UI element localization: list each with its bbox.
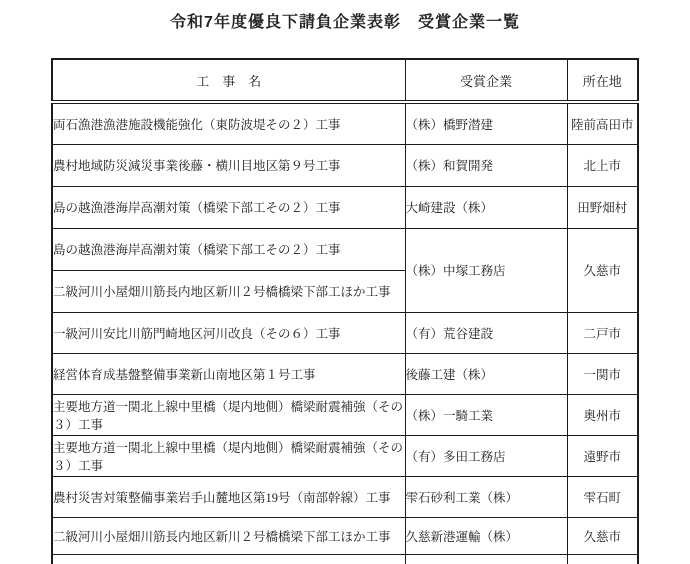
table-row [52,517,638,554]
location-cell: 遠野市 [567,435,638,476]
empty-cell [405,554,567,564]
company-cell: （有）荒谷建設 [405,312,567,353]
location-cell-merged: 久慈市 [567,228,638,312]
project-name-cell: 両石漁港漁港施設機能強化（東防波堤その２）工事 [52,102,405,144]
location-cell: 一関市 [567,353,638,394]
location-cell: 二戸市 [567,312,638,353]
project-name-cell: 一級河川安比川筋門崎地区河川改良（その６）工事 [52,312,405,353]
column-header-company: 受賞企業 [405,59,567,102]
project-name-cell: 島の越漁港海岸高潮対策（橋梁下部工その２）工事 [52,186,405,228]
project-name-cell: 農村災害対策整備事業岩手山麓地区第19号（南部幹線）工事 [52,476,405,517]
table-row [52,476,638,517]
page-title: 令和7年度優良下請負企業表彰 受賞企業一覧 [170,14,520,31]
column-header-project-name: 工 事 名 [52,59,405,102]
location-cell: 北上市 [567,144,638,186]
company-cell: 久慈新港運輸（株） [405,517,567,554]
project-name-cell: 経営体育成基盤整備事業新山南地区第１号工事 [52,353,405,394]
company-cell: 雫石砂利工業（株） [405,476,567,517]
table-row [52,394,638,435]
project-name-cell: 農村地域防災減災事業後藤・横川目地区第９号工事 [52,144,405,186]
company-cell: （株）橋野潜建 [405,102,567,144]
project-name-cell: 主要地方道一関北上線中里橋（堤内地側）橋梁耐震補強（その３）工事 [52,394,405,435]
project-name-cell: 二級河川小屋畑川筋長内地区新川２号橋橋梁下部工ほか工事 [52,270,405,312]
table-row [52,228,638,270]
awards-table [51,58,639,564]
project-name-cell: 島の越漁港海岸高潮対策（橋梁下部工その２）工事 [52,228,405,270]
company-cell: （株）和賀開発 [405,144,567,186]
location-cell: 奥州市 [567,394,638,435]
company-cell-merged: （株）中塚工務店 [405,228,567,312]
table-row [52,435,638,476]
table-row [52,186,638,228]
table-header-row [52,59,638,102]
table-row [52,312,638,353]
company-cell: 大崎建設（株） [405,186,567,228]
location-cell: 田野畑村 [567,186,638,228]
table-row [52,102,638,144]
company-cell: 後藤工建（株） [405,353,567,394]
location-cell: 雫石町 [567,476,638,517]
table-row [52,353,638,394]
project-name-cell: 二級河川小屋畑川筋長内地区新川２号橋橋梁下部工ほか工事 [52,517,405,554]
company-cell: （株）一騎工業 [405,394,567,435]
empty-cell [52,554,405,564]
table-row [52,144,638,186]
table-row-partial [52,554,638,564]
empty-cell [567,554,638,564]
company-cell: （有）多田工務店 [405,435,567,476]
column-header-location: 所在地 [567,59,638,102]
project-name-cell: 主要地方道一関北上線中里橋（堤内地側）橋梁耐震補強（その３）工事 [52,435,405,476]
location-cell: 陸前高田市 [567,102,638,144]
location-cell: 久慈市 [567,517,638,554]
